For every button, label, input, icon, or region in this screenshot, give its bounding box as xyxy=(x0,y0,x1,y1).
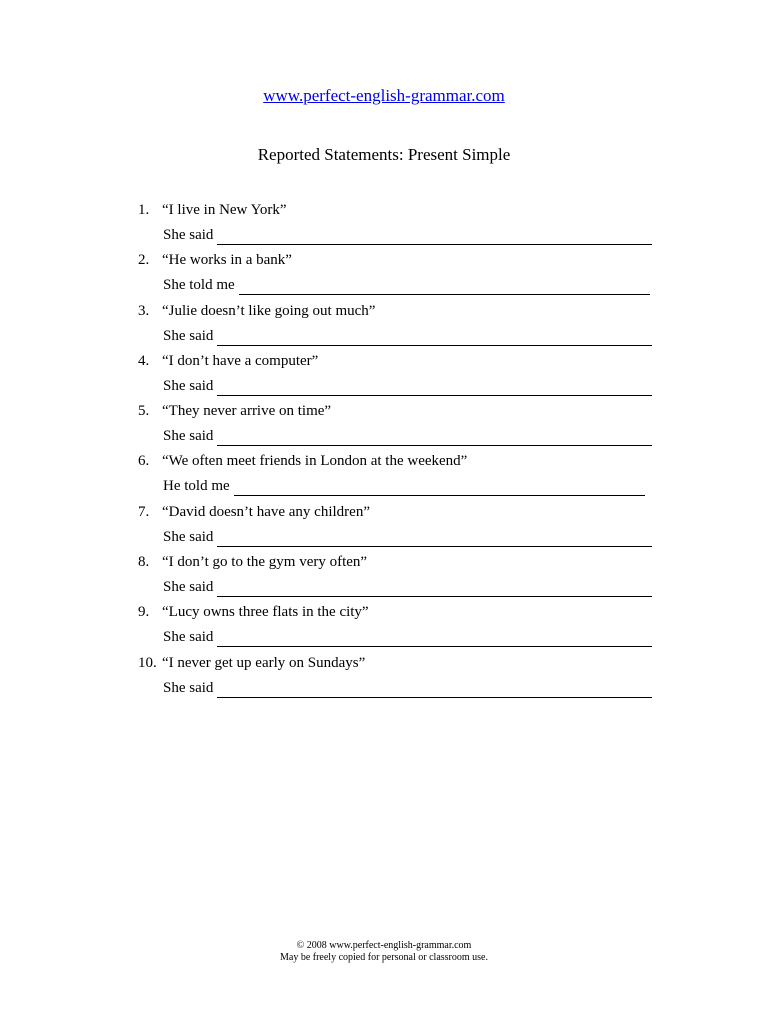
quote-text: “They never arrive on time” xyxy=(162,403,332,420)
answer-blank[interactable] xyxy=(234,478,645,496)
quote-text: “I don’t go to the gym very often” xyxy=(162,554,368,571)
quote-text: “I don’t have a computer” xyxy=(162,352,319,369)
answer-blank[interactable] xyxy=(217,378,652,396)
item-number: 5. xyxy=(138,403,150,420)
quote-line xyxy=(138,301,375,321)
exercise-item xyxy=(138,502,658,552)
exercise-item xyxy=(138,250,658,300)
exercise-item xyxy=(138,301,658,351)
answer-label: She said xyxy=(163,679,214,696)
quote-text: “We often meet friends in London at the weekend” xyxy=(162,453,468,470)
exercise-item xyxy=(138,401,658,451)
footer xyxy=(0,940,768,964)
answer-label: She said xyxy=(163,327,214,344)
answer-line xyxy=(163,527,652,547)
quote-text: “Julie doesn’t like going out much” xyxy=(162,302,376,319)
quote-text: “I never get up early on Sundays” xyxy=(162,654,366,671)
footer-copyright: © 2008 www.perfect-english-grammar.com xyxy=(296,940,472,951)
quote-line xyxy=(138,602,369,622)
answer-line xyxy=(163,577,652,597)
page-title: Reported Statements: Present Simple xyxy=(257,145,511,164)
answer-blank[interactable] xyxy=(217,579,652,597)
answer-blank[interactable] xyxy=(217,428,652,446)
answer-label: She said xyxy=(163,377,214,394)
quote-text: “David doesn’t have any children” xyxy=(162,503,370,520)
answer-line xyxy=(163,225,652,245)
quote-line xyxy=(138,552,367,572)
answer-line xyxy=(163,426,652,446)
item-number: 2. xyxy=(138,252,150,269)
answer-blank[interactable] xyxy=(239,277,650,295)
answer-blank[interactable] xyxy=(217,227,652,245)
answer-label: She said xyxy=(163,428,214,445)
exercise-item xyxy=(138,653,658,703)
exercise-item xyxy=(138,602,658,652)
answer-line xyxy=(163,326,652,346)
answer-label: She said xyxy=(163,227,214,243)
answer-blank[interactable] xyxy=(217,328,652,346)
item-number: 8. xyxy=(138,554,150,571)
item-number: 3. xyxy=(138,302,150,319)
answer-label: She said xyxy=(163,629,214,646)
answer-label: She told me xyxy=(163,277,235,294)
quote-text: “He works in a bank” xyxy=(162,252,292,269)
item-number: 9. xyxy=(138,604,150,621)
answer-line xyxy=(163,678,652,698)
quote-line xyxy=(138,250,292,270)
answer-line xyxy=(163,627,652,647)
answer-blank[interactable] xyxy=(217,529,652,547)
answer-line xyxy=(163,376,652,396)
exercise-item xyxy=(138,200,658,250)
answer-line xyxy=(163,275,650,295)
item-number: 6. xyxy=(138,453,150,470)
quote-line xyxy=(138,653,365,673)
exercise-item xyxy=(138,451,658,501)
quote-text: “Lucy owns three flats in the city” xyxy=(162,604,369,621)
item-number: 7. xyxy=(138,503,150,520)
exercise-item xyxy=(138,552,658,602)
answer-line xyxy=(163,476,645,496)
item-number: 1. xyxy=(138,202,150,218)
quote-line xyxy=(138,200,287,220)
item-number: 4. xyxy=(138,352,150,369)
quote-line xyxy=(138,351,318,371)
answer-label: He told me xyxy=(163,478,230,495)
site-link[interactable]: www.perfect-english-grammar.com xyxy=(263,86,505,105)
quote-line xyxy=(138,502,370,522)
answer-blank[interactable] xyxy=(217,629,652,647)
exercise-item xyxy=(138,351,658,401)
answer-blank[interactable] xyxy=(217,680,652,698)
quote-line xyxy=(138,401,331,421)
exercise-list xyxy=(138,200,658,703)
quote-line xyxy=(138,451,467,471)
answer-label: She said xyxy=(163,579,214,596)
quote-text: “I live in New York” xyxy=(162,202,287,218)
footer-note: May be freely copied for personal or classroom use. xyxy=(280,952,488,963)
item-number: 10. xyxy=(138,654,157,671)
answer-label: She said xyxy=(163,528,214,545)
